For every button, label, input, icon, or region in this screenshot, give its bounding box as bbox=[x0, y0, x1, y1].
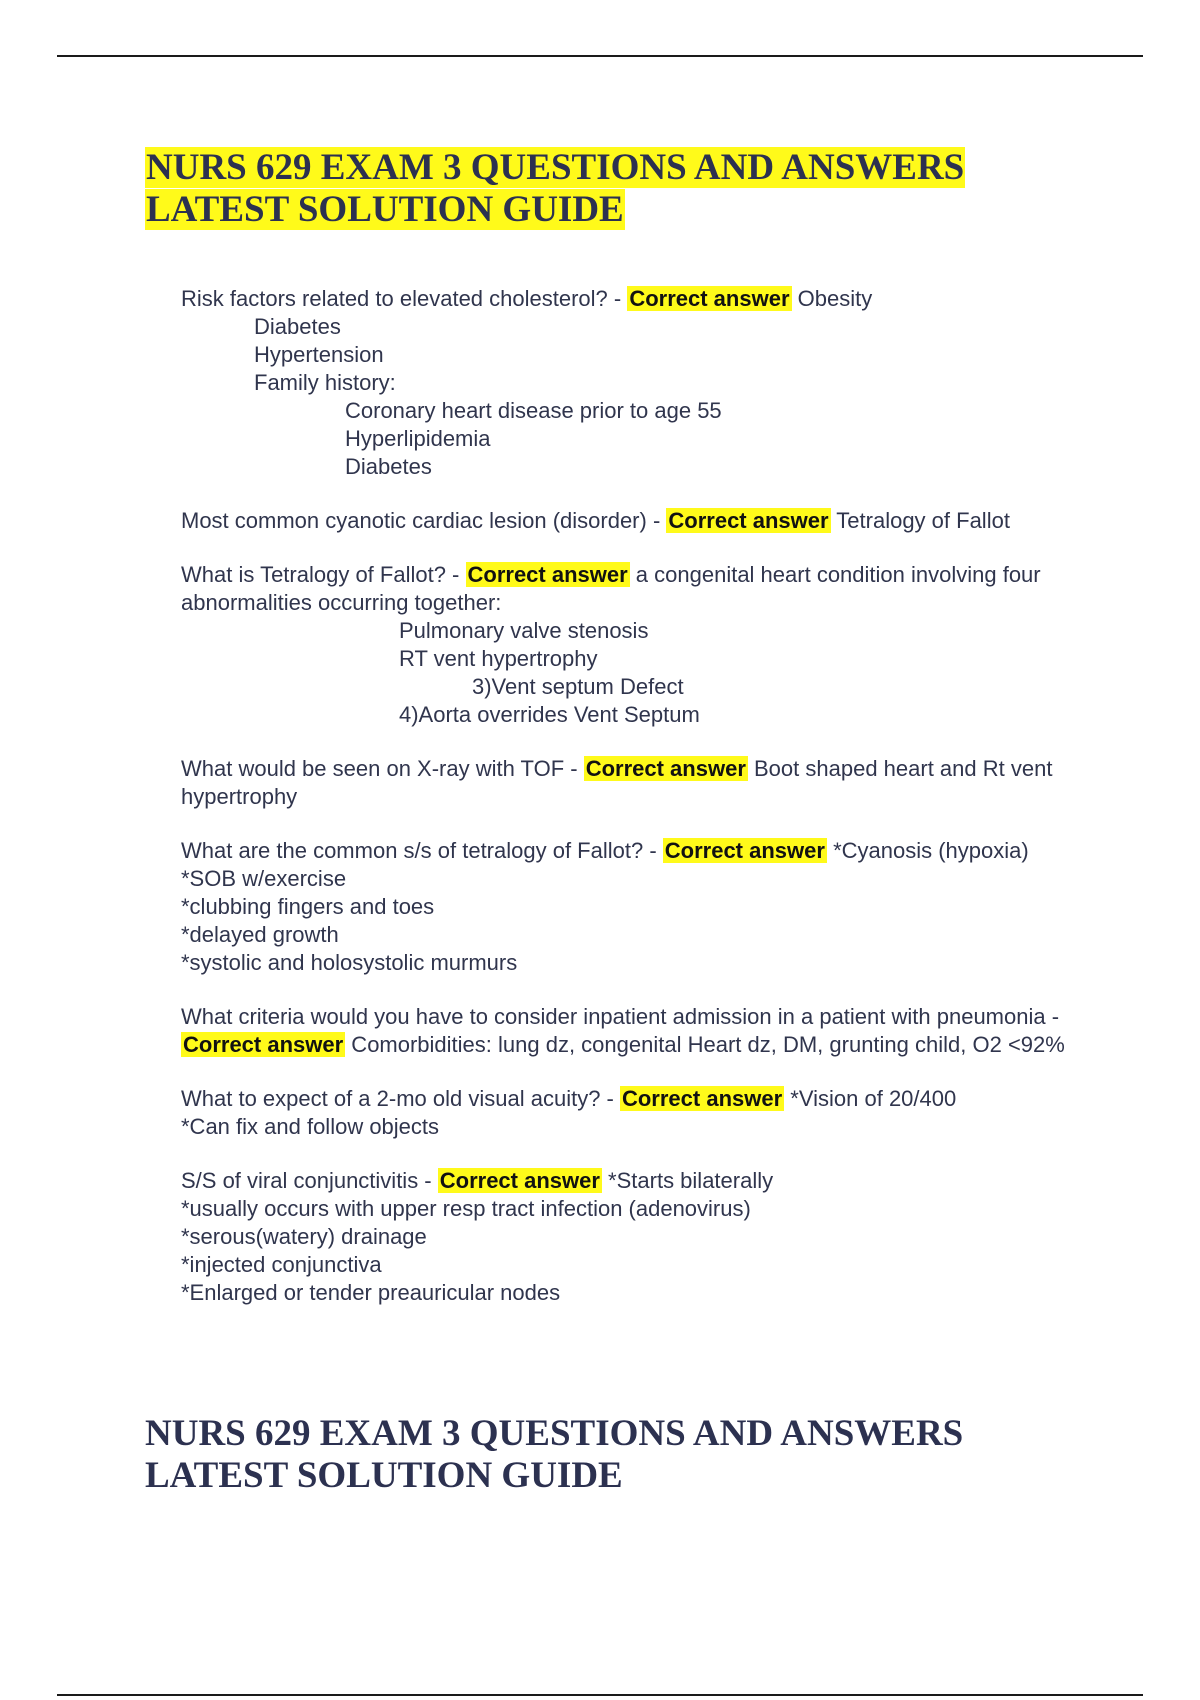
answer-text: Tetralogy of Fallot bbox=[830, 508, 1010, 533]
correct-answer-marker: Correct answer bbox=[183, 1032, 344, 1057]
answer-line: *clubbing fingers and toes bbox=[181, 894, 435, 919]
question-text: What to expect of a 2-mo old visual acuity? - bbox=[181, 1086, 620, 1111]
answer-line: 4)Aorta overrides Vent Septum bbox=[399, 702, 700, 727]
document-title bbox=[145, 147, 1145, 231]
footer-title-line-1: NURS 629 EXAM 3 QUESTIONS AND ANSWERS bbox=[145, 1413, 964, 1454]
answer-line: *Enlarged or tender preauricular nodes bbox=[181, 1280, 561, 1305]
answer-line: *SOB w/exercise bbox=[181, 866, 347, 891]
qa-item bbox=[181, 837, 1101, 977]
document-title-footer bbox=[145, 1413, 1145, 1497]
answer-line: *delayed growth bbox=[181, 922, 339, 947]
qa-item bbox=[181, 285, 1101, 481]
answer-text: a congenital heart condition involving four abnormalities occurring together: bbox=[181, 562, 1041, 615]
correct-answer-marker: Correct answer bbox=[467, 562, 628, 587]
qa-question-line bbox=[181, 1003, 1101, 1059]
header-rule bbox=[57, 55, 1143, 57]
correct-answer-marker: Correct answer bbox=[621, 1086, 783, 1111]
correct-answer-marker: Correct answer bbox=[668, 508, 829, 533]
footer-title-line-2: LATEST SOLUTION GUIDE bbox=[145, 1455, 623, 1496]
qa-question-line bbox=[181, 837, 1101, 865]
answer-line: 3)Vent septum Defect bbox=[472, 674, 684, 699]
answer-line: *Can fix and follow objects bbox=[181, 1114, 440, 1139]
correct-answer-marker: Correct answer bbox=[664, 838, 825, 863]
qa-item bbox=[181, 507, 1101, 535]
qa-question-line bbox=[181, 285, 1101, 313]
qa-question-line bbox=[181, 507, 1101, 535]
qa-question-line bbox=[181, 755, 1101, 811]
correct-answer-marker: Correct answer bbox=[585, 756, 746, 781]
answer-line: *systolic and holosystolic murmurs bbox=[181, 950, 518, 975]
answer-line: Diabetes bbox=[345, 454, 432, 479]
qa-item bbox=[181, 1167, 1101, 1307]
question-text: Most common cyanotic cardiac lesion (disorder) - bbox=[181, 508, 667, 533]
question-text: What are the common s/s of tetralogy of Fallot? - bbox=[181, 838, 663, 863]
question-text: What would be seen on X-ray with TOF - bbox=[181, 756, 584, 781]
question-text: What criteria would you have to consider inpatient admission in a patient with pneumonia - bbox=[181, 1004, 1060, 1029]
question-text: S/S of viral conjunctivitis - bbox=[181, 1168, 438, 1193]
qa-item bbox=[181, 1085, 1101, 1141]
answer-line: Diabetes bbox=[254, 314, 341, 339]
answer-line: Pulmonary valve stenosis bbox=[399, 618, 649, 643]
answer-text: *Vision of 20/400 bbox=[784, 1086, 957, 1111]
title-line-1: NURS 629 EXAM 3 QUESTIONS AND ANSWERS bbox=[146, 147, 965, 188]
answer-line: Family history: bbox=[254, 370, 396, 395]
qa-question-line bbox=[181, 561, 1101, 617]
question-text: What is Tetralogy of Fallot? - bbox=[181, 562, 466, 587]
answer-text: *Cyanosis (hypoxia) bbox=[826, 838, 1029, 863]
answer-line: RT vent hypertrophy bbox=[399, 646, 598, 671]
answer-line: *serous(watery) drainage bbox=[181, 1224, 427, 1249]
qa-item bbox=[181, 755, 1101, 811]
answer-line: Hypertension bbox=[254, 342, 384, 367]
title-line-2: LATEST SOLUTION GUIDE bbox=[146, 189, 624, 230]
qa-list bbox=[181, 285, 1101, 1333]
answer-line: Coronary heart disease prior to age 55 bbox=[345, 398, 722, 423]
qa-question-line bbox=[181, 1167, 1101, 1195]
answer-line: *injected conjunctiva bbox=[181, 1252, 382, 1277]
qa-question-line bbox=[181, 1085, 1101, 1113]
qa-item bbox=[181, 1003, 1101, 1059]
answer-text: *Starts bilaterally bbox=[601, 1168, 774, 1193]
answer-text: Comorbidities: lung dz, congenital Heart dz, DM, grunting child, O2 <92% bbox=[345, 1032, 1065, 1057]
question-text: Risk factors related to elevated cholesterol? - bbox=[181, 286, 628, 311]
correct-answer-marker: Correct answer bbox=[629, 286, 790, 311]
qa-item bbox=[181, 561, 1101, 729]
footer-rule bbox=[57, 1694, 1143, 1696]
answer-text: Obesity bbox=[791, 286, 873, 311]
answer-line: *usually occurs with upper resp tract infection (adenovirus) bbox=[181, 1196, 751, 1221]
answer-text: Boot shaped heart and Rt vent hypertrophy bbox=[181, 756, 1053, 809]
answer-line: Hyperlipidemia bbox=[345, 426, 491, 451]
correct-answer-marker: Correct answer bbox=[439, 1168, 600, 1193]
